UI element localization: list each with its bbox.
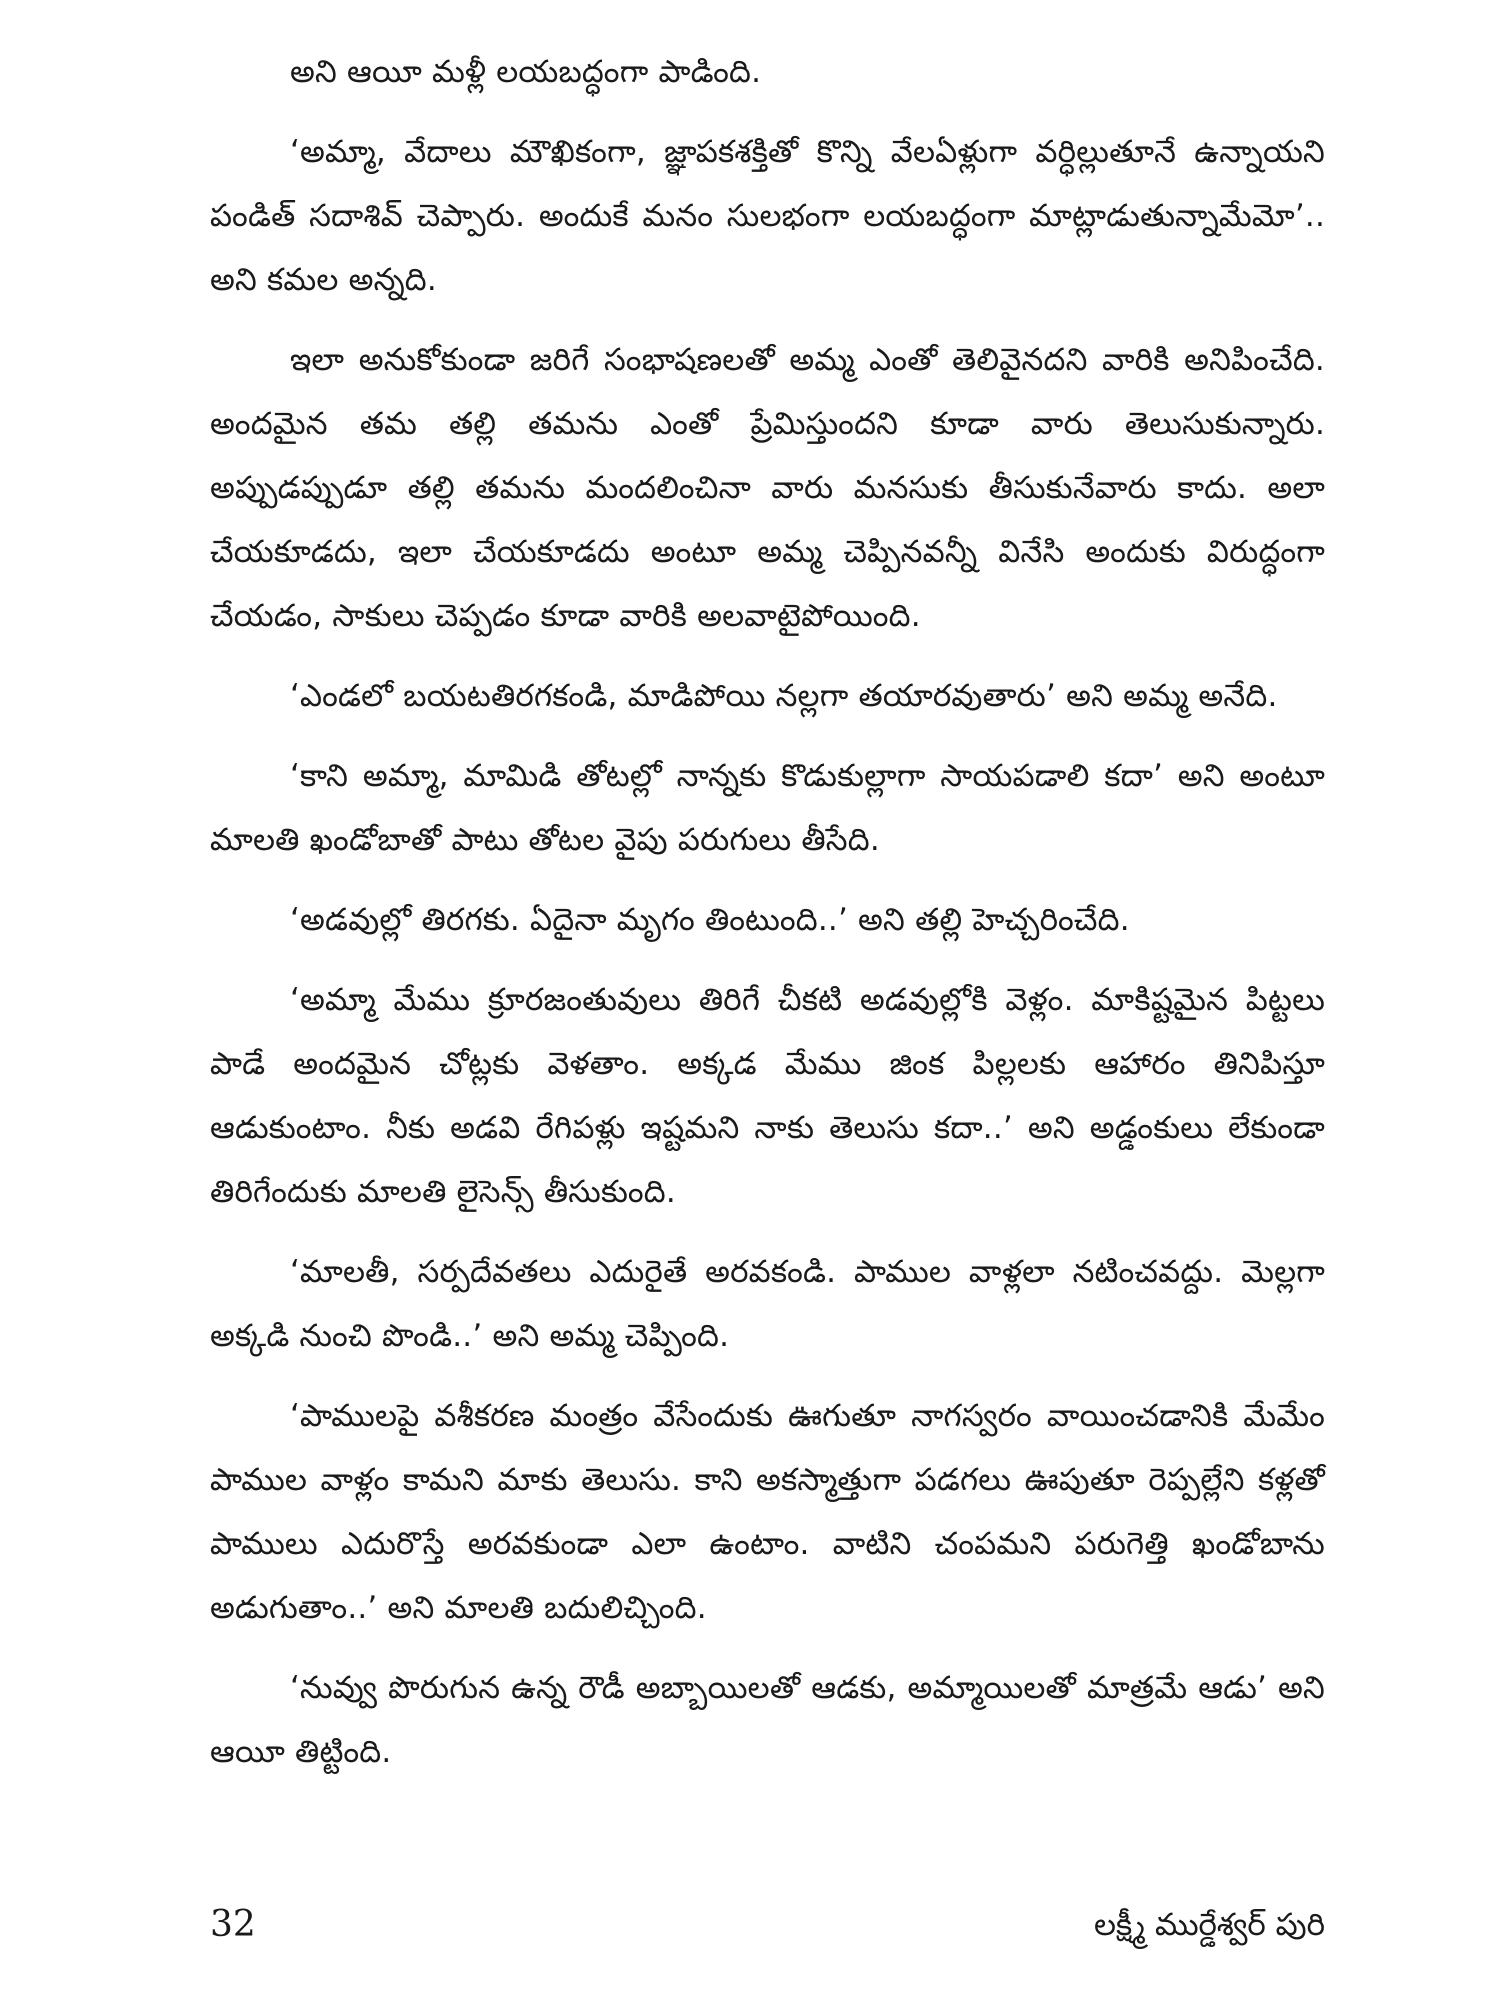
paragraph: ‘నువ్వు పొరుగున ఉన్న రౌడీ అబ్బాయిలతో ఆడకు, అమ్మాయిలతో మాత్రమే ఆడు’ అని ఆయీ తిట్టింది. [210, 1670, 1325, 1770]
paragraph: ‘పాములపై వశీకరణ మంత్రం వేసేందుకు ఊగుతూ నాగస్వరం వాయించడానికి మేమేం పాముల వాళ్లం కామని మాకు తెలుసు. కాని అకస్మాత్తుగా పడగలు ఊపుతూ రెప్పల్లేని కళ్లతో పాములు ఎదురొస్తే అరవకుండా ఎలా ఉంటాం. వాటిని చంపమని పరుగెత్తి ఖండోబాను అడుగుతాం..’ అని మాలతి బదులిచ్చింది. [210, 1398, 1325, 1626]
paragraph: ‘ఎండలో బయటతిరగకండి, మాడిపోయి నల్లగా తయారవుతారు’ అని అమ్మ అనేది. [290, 678, 1278, 714]
paragraph: ‘అమ్మా మేము క్రూరజంతువులు తిరిగే చీకటి అడవుల్లోకి వెళ్లం. మాకిష్టమైన పిట్టలు పాడే అందమైన చోట్లకు వెళతాం. అక్కడ మేము జింక పిల్లలకు ఆహారం తినిపిస్తూ ఆడుకుంటాం. నీకు అడవి రేగిపళ్లు ఇష్టమని నాకు తెలుసు కదా..’ అని అడ్డంకులు లేకుండా తిరిగేందుకు మాలతి లైసెన్స్ తీసుకుంది. [210, 982, 1325, 1210]
paragraph: ‘అడవుల్లో తిరగకు. ఏదైనా మృగం తింటుంది..’ అని తల్లి హెచ్చరించేది. [290, 902, 1130, 938]
paragraph: ‘మాలతీ, సర్పదేవతలు ఎదురైతే అరవకండి. పాముల వాళ్లలా నటించవద్దు. మెల్లగా అక్కడి నుంచి పొండి..’ అని అమ్మ చెప్పింది. [210, 1254, 1325, 1354]
paragraph: ‘కాని అమ్మా, మామిడి తోటల్లో నాన్నకు కొడుకుల్లాగా సాయపడాలి కదా’ అని అంటూ మాలతి ఖండోబాతో పాటు తోటల వైపు పరుగులు తీసేది. [210, 758, 1325, 858]
page-footer [210, 1895, 1325, 1955]
paragraph: ఇలా అనుకోకుండా జరిగే సంభాషణలతో అమ్మ ఎంతో తెలివైనదని వారికి అనిపించేది. అందమైన తమ తల్లి తమను ఎంతో ప్రేమిస్తుందని కూడా వారు తెలుసుకున్నారు. అప్పుడప్పుడూ తల్లి తమను మందలించినా వారు మనసుకు తీసుకునేవారు కాదు. అలా చేయకూడదు, ఇలా చేయకూడదు అంటూ అమ్మ చెప్పినవన్నీ వినేసి అందుకు విరుద్ధంగా చేయడం, సాకులు చెప్పడం కూడా వారికి అలవాటైపోయింది. [210, 342, 1325, 634]
page-number: 32 [210, 1904, 256, 1945]
page-body [210, 40, 1325, 1800]
running-footer-author: లక్ష్మీ ముర్డేశ్వర్ పురి [1093, 1907, 1325, 1943]
paragraph: ‘అమ్మా, వేదాలు మౌఖికంగా, జ్ఞాపకశక్తితో కొన్ని వేలఏళ్లుగా వర్ధిల్లుతూనే ఉన్నాయని పండిత్ సదాశివ్ చెప్పారు. అందుకే మనం సులభంగా లయబద్ధంగా మాట్లాడుతున్నామేమో’.. అని కమల అన్నది. [210, 134, 1325, 298]
paragraph: అని ఆయీ మళ్లీ లయబద్ధంగా పాడింది. [290, 54, 762, 90]
